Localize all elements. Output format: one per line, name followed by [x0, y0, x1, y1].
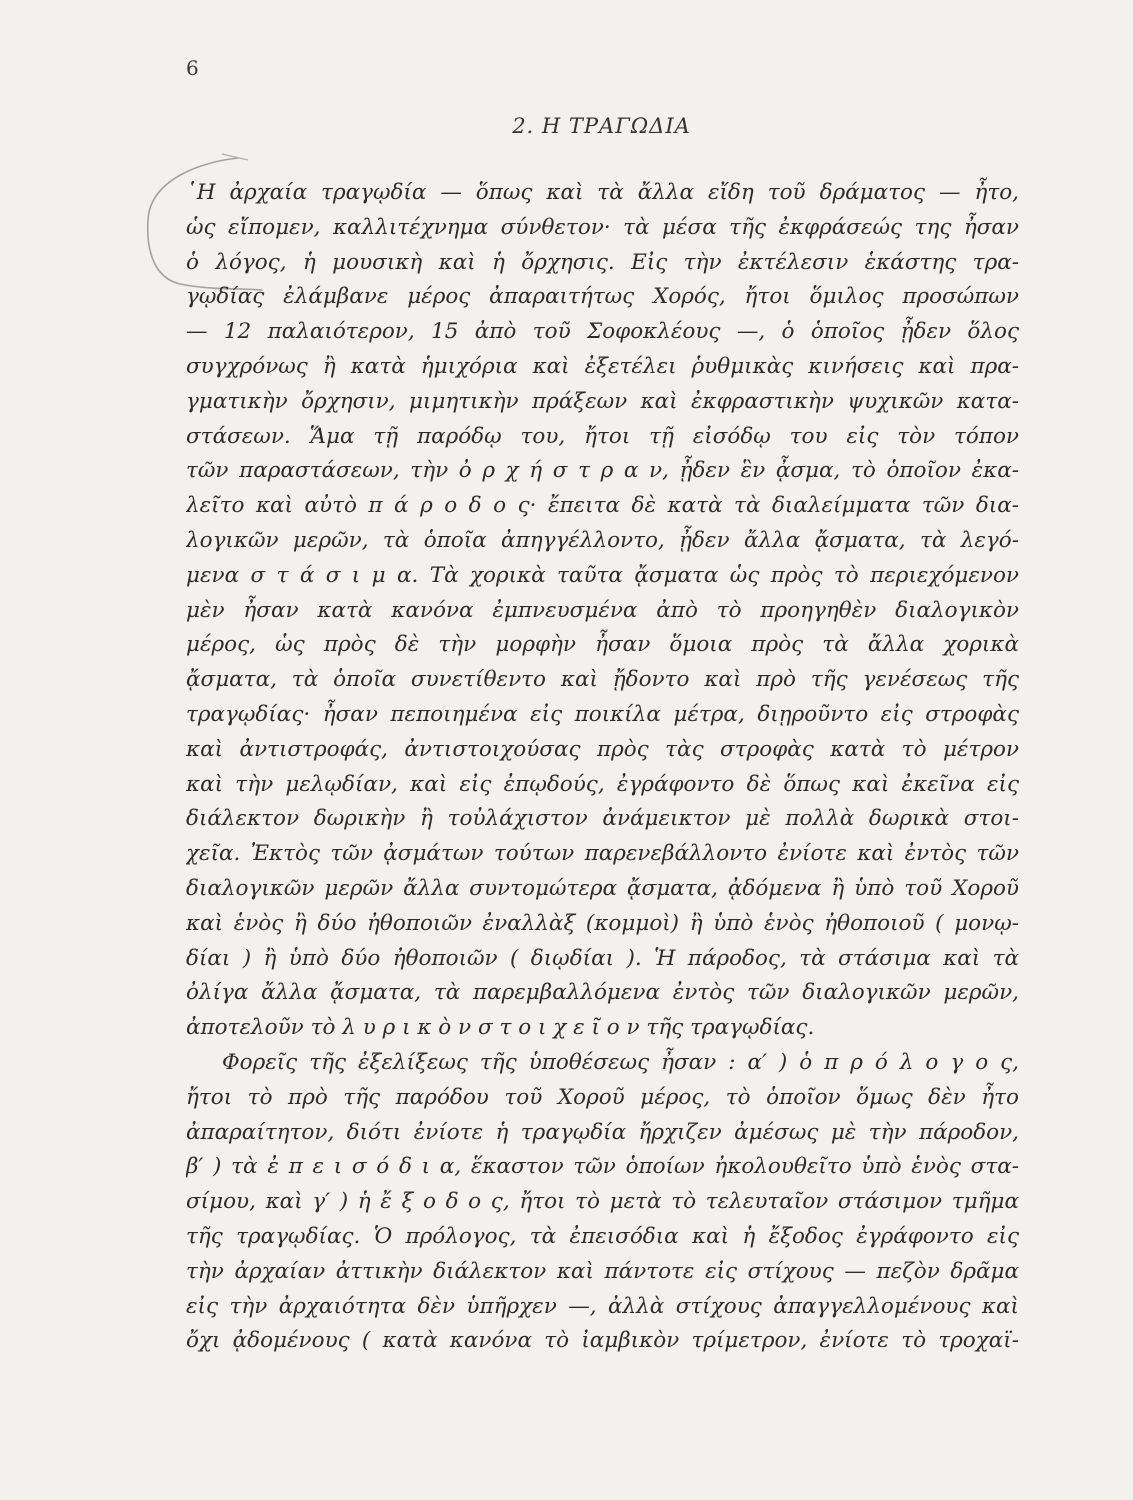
page-number: 6	[186, 56, 199, 80]
text-line: β′ ) τὰ ἐ π ε ι σ ό δ ι α, ἕκαστον τῶν ὁποίων ἠκολουθεῖτο ὑπὸ ἑνὸς στα-	[186, 1154, 1019, 1180]
text-line: — 12 παλαιότερον, 15 ἀπὸ τοῦ Σοφοκλέους —, ὁ ὁποῖος ᾖδεν ὅλος	[186, 319, 1019, 345]
text-line: γῳδίας ἐλάμβανε μέρος ἀπαραιτήτως Χορός, ἤτοι ὅμιλος προσώπων	[186, 284, 1019, 310]
text-line: εἰς τὴν ἀρχαιότητα δὲν ὑπῆρχεν —, ἀλλὰ στίχους ἀπαγγελλομένους καὶ	[186, 1293, 1019, 1319]
text-line: ὡς εἴπομεν, καλλιτέχνημα σύνθετον· τὰ μέσα τῆς ἐκφράσεώς της ἦσαν	[186, 214, 1019, 240]
text-line: ἀπαραίτητον, διότι ἐνίοτε ἡ τραγῳδία ἤρχιζεν ἀμέσως μὲ τὴν πάροδον,	[186, 1119, 1019, 1145]
text-line: μέρος, ὡς πρὸς δὲ τὴν μορφὴν ἦσαν ὅμοια πρὸς τὰ ἄλλα χορικὰ	[186, 632, 1019, 658]
text-line: σίμου, καὶ γ′ ) ἡ ἔ ξ ο δ ο ς, ἤτοι τὸ μετὰ τὸ τελευταῖον στάσιμον τμῆμα	[186, 1189, 1019, 1215]
text-line: τῆς τραγῳδίας. Ὁ πρόλογος, τὰ ἐπεισόδια καὶ ἡ ἔξοδος ἐγράφοντο εἰς	[186, 1223, 1019, 1249]
text-line: χεῖα. Ἐκτὸς τῶν ᾀσμάτων τούτων παρενεβάλλοντο ἐνίοτε καὶ ἐντὸς τῶν	[186, 841, 1019, 867]
text-line: διαλογικῶν μερῶν ἄλλα συντομώτερα ᾄσματα, ᾀδόμενα ἢ ὑπὸ τοῦ Χοροῦ	[186, 875, 1019, 901]
text-line: γματικὴν ὄρχησιν, μιμητικὴν πράξεων καὶ ἐκφραστικὴν ψυχικῶν κατα-	[186, 388, 1019, 414]
text-line: διάλεκτον δωρικὴν ἢ τοὐλάχιστον ἀνάμεικτον μὲ πολλὰ δωρικὰ στοι-	[186, 806, 1019, 832]
text-line: ὄχι ᾀδομένους ( κατὰ κανόνα τὸ ἰαμβικὸν τρίμετρον, ἐνίοτε τὸ τροχαϊ-	[186, 1328, 1019, 1354]
text-line: καὶ ἑνὸς ἢ δύο ἠθοποιῶν ἐναλλὰξ (κομμοὶ) ἢ ὑπὸ ἑνὸς ἠθοποιοῦ ( μονῳ-	[186, 910, 1019, 936]
text-line: ᾄσματα, τὰ ὁποῖα συνετίθεντο καὶ ᾔδοντο καὶ πρὸ τῆς γενέσεως τῆς	[186, 667, 1019, 693]
text-line: λεῖτο καὶ αὐτὸ π ά ρ ο δ ο ς· ἔπειτα δὲ κατὰ τὰ διαλείμματα τῶν δια-	[186, 493, 1019, 519]
text-line: ἤτοι τὸ πρὸ τῆς παρόδου τοῦ Χοροῦ μέρος, τὸ ὁποῖον ὅμως δὲν ἦτο	[186, 1084, 1019, 1110]
text-line: τὴν ἀρχαίαν ἀττικὴν διάλεκτον καὶ πάντοτε εἰς στίχους — πεζὸν δρᾶμα	[186, 1258, 1019, 1284]
text-line: δίαι ) ἢ ὑπὸ δύο ἠθοποιῶν ( διῳδίαι ). Ἡ πάροδος, τὰ στάσιμα καὶ τὰ	[186, 945, 1019, 971]
section-title: 2. Η ΤΡΑΓΩΔΙΑ	[512, 114, 691, 138]
text-line: συγχρόνως ἢ κατὰ ἡμιχόρια καὶ ἐξετέλει ῥυθμικὰς κινήσεις καὶ πρα-	[186, 353, 1019, 379]
text-line: στάσεων. Ἅμα τῇ παρόδῳ του, ἤτοι τῇ εἰσόδῳ του εἰς τὸν τόπον	[186, 423, 1019, 449]
text-line: λογικῶν μερῶν, τὰ ὁποῖα ἀπηγγέλλοντο, ᾖδεν ἄλλα ᾄσματα, τὰ λεγό-	[186, 527, 1019, 553]
text-line: ῾Η ἀρχαία τραγῳδία — ὅπως καὶ τὰ ἄλλα εἴδη τοῦ δράματος — ἦτο,	[186, 180, 1019, 205]
body-text	[186, 176, 1019, 1359]
text-line: ἀποτελοῦν τὸ λ υ ρ ι κ ὸ ν σ τ ο ι χ ε ῖ ο ν τῆς τραγῳδίας.	[186, 1015, 815, 1041]
text-line: μενα σ τ ά σ ι μ α. Τὰ χορικὰ ταῦτα ᾄσματα ὡς πρὸς τὸ περιεχόμενον	[186, 562, 1019, 588]
text-line: ὀλίγα ἄλλα ᾄσματα, τὰ παρεμβαλλόμενα ἐντὸς τῶν διαλογικῶν μερῶν,	[186, 980, 1019, 1006]
text-line: Φορεῖς τῆς ἐξελίξεως τῆς ὑποθέσεως ἦσαν : α′ ) ὁ π ρ ό λ ο γ ο ς,	[222, 1049, 1019, 1075]
text-line: τραγῳδίας· ἦσαν πεποιημένα εἰς ποικίλα μέτρα, διῃροῦντο εἰς στροφὰς	[186, 701, 1019, 727]
text-line: μὲν ἦσαν κατὰ κανόνα ἐμπνευσμένα ἀπὸ τὸ προηγηθὲν διαλογικὸν	[186, 597, 1019, 623]
text-line: καὶ τὴν μελῳδίαν, καὶ εἰς ἐπῳδούς, ἐγράφοντο δὲ ὅπως καὶ ἐκεῖνα εἰς	[186, 771, 1019, 797]
text-line: ὁ λόγος, ἡ μουσικὴ καὶ ἡ ὄρχησις. Εἰς τὴν ἐκτέλεσιν ἑκάστης τρα-	[186, 249, 1019, 275]
text-line: τῶν παραστάσεων, τὴν ὀ ρ χ ή σ τ ρ α ν, ᾖδεν ἓν ᾆσμα, τὸ ὁποῖον ἐκα-	[186, 458, 1019, 484]
text-line: καὶ ἀντιστροφάς, ἀντιστοιχούσας πρὸς τὰς στροφὰς κατὰ τὸ μέτρον	[186, 736, 1019, 762]
